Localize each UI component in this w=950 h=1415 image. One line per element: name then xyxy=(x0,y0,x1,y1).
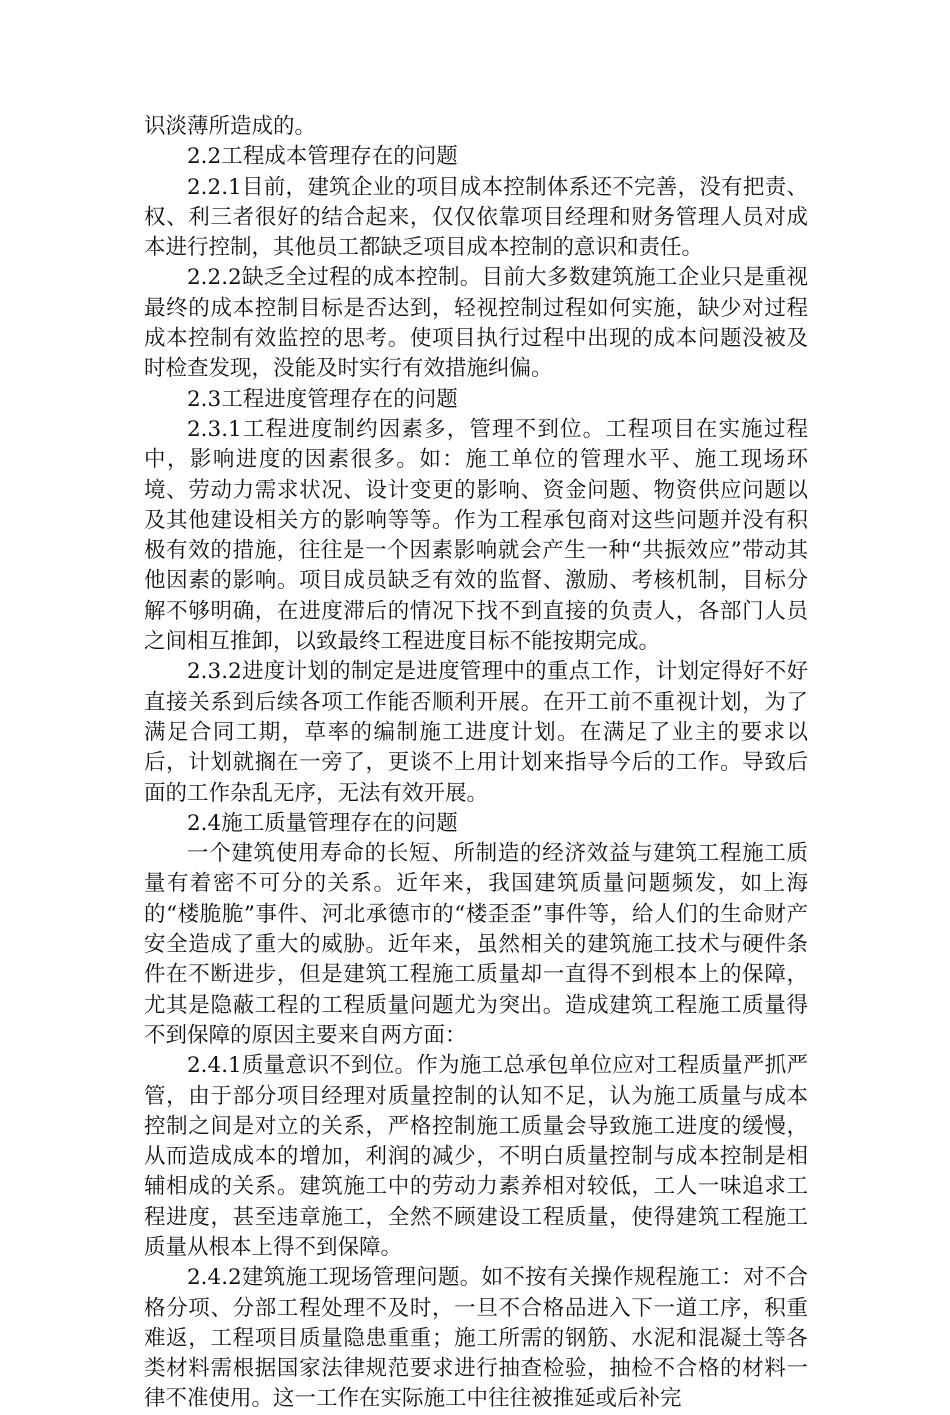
section-heading-2-4: 2.4施工质量管理存在的问题 xyxy=(187,810,458,836)
paragraph-2-4-2: 2.4.2建筑施工现场管理问题。如不按有关操作规程施工：对不合格分项、分部工程处理不及时，一旦不合格品进入下一道工序，积重难返，工程项目质量隐患重重；施工所需的钢筋、水泥和混凝土等各类材料需根据国家法律规范要求进行抽查检验，抽检不合格的材料一律不准使用。这一工作在实际施工中往往被推延或后补完 xyxy=(144,1265,808,1412)
paragraph-2-3-2: 2.3.2进度计划的制定是进度管理中的重点工作，计划定得好不好直接关系到后续各项工作能否顺利开展。在开工前不重视计划，为了满足合同工期，草率的编制施工进度计划。在满足了业主的要求以后，计划就搁在一旁了，更谈不上用计划来指导今后的工作。导致后面的工作杂乱无序，无法有效开展。 xyxy=(144,659,808,806)
paragraph-2-2-2: 2.2.2缺乏全过程的成本控制。目前大多数建筑施工企业只是重视最终的成本控制目标是否达到，轻视控制过程如何实施，缺少对过程成本控制有效监控的思考。使项目执行过程中出现的成本问题没被及时检查发现，没能及时实行有效措施纠偏。 xyxy=(144,265,808,382)
document-page xyxy=(144,112,808,1415)
paragraph-continuation: 识淡薄所造成的。 xyxy=(144,114,317,139)
section-heading-2-2: 2.2工程成本管理存在的问题 xyxy=(187,144,458,170)
section-heading-2-3: 2.3工程进度管理存在的问题 xyxy=(187,386,458,412)
paragraph-2-4-1: 2.4.1质量意识不到位。作为施工总承包单位应对工程质量严抓严管，由于部分项目经理对质量控制的认知不足，认为施工质量与成本控制之间是对立的关系，严格控制施工质量会导致施工进度的缓慢，从而造成成本的增加，利润的减少，不明白质量控制与成本控制是相辅相成的关系。建筑施工中的劳动力素养相对较低，工人一味追求工程进度，甚至违章施工，全然不顾建设工程质量，使得建筑工程施工质量从根本上得不到保障。 xyxy=(144,1053,808,1260)
paragraph-2-2-1: 2.2.1目前，建筑企业的项目成本控制体系还不完善，没有把责、权、利三者很好的结合起来，仅仅依靠项目经理和财务管理人员对成本进行控制，其他员工都缺乏项目成本控制的意识和责任。 xyxy=(144,174,808,261)
paragraph-2-3-1: 2.3.1工程进度制约因素多，管理不到位。工程项目在实施过程中，影响进度的因素很多。如：施工单位的管理水平、施工现场环境、劳动力需求状况、设计变更的影响、资金问题、物资供应问题以及其他建设相关方的影响等等。作为工程承包商对这些问题并没有积极有效的措施，往往是一个因素影响就会产生一种“共振效应”带动其他因素的影响。项目成员缺乏有效的监督、激励、考核机制，目标分解不够明确，在进度滞后的情况下找不到直接的负责人，各部门人员之间相互推卸，以致最终工程进度目标不能按期完成。 xyxy=(144,416,808,655)
paragraph-2-4-intro: 一个建筑使用寿命的长短、所制造的经济效益与建筑工程施工质量有着密不可分的关系。近年来，我国建筑质量问题频发，如上海的“楼脆脆”事件、河北承德市的“楼歪歪”事件等，给人们的生命财产安全造成了重大的威胁。近年来，虽然相关的建筑施工技术与硬件条件在不断进步，但是建筑工程施工质量却一直得不到根本上的保障，尤其是隐蔽工程的工程质量问题尤为突出。造成建筑工程施工质量得不到保障的原因主要来自两方面： xyxy=(144,841,808,1048)
